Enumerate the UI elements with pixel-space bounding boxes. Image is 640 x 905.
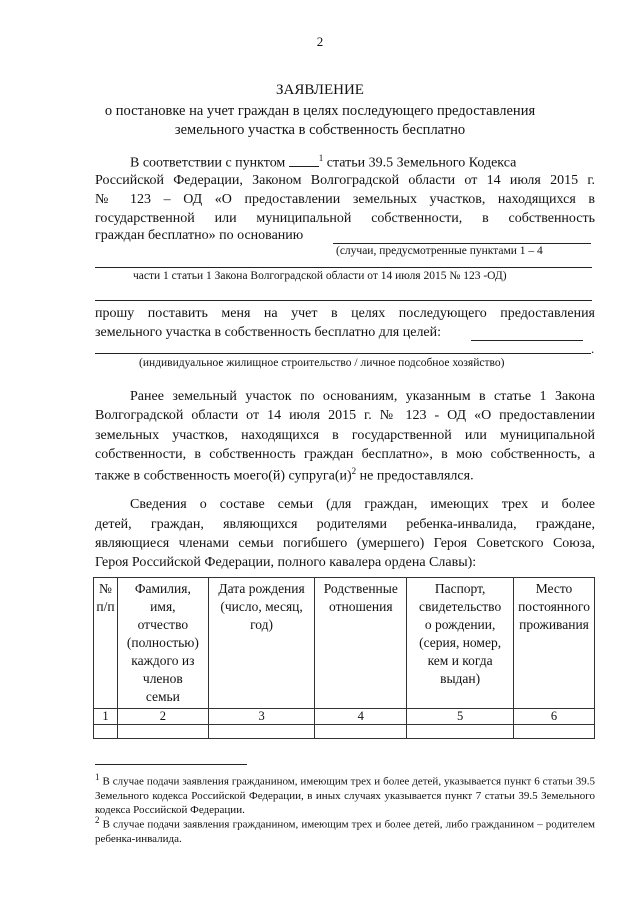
empty-cell	[94, 725, 118, 739]
header-relation	[315, 578, 407, 709]
para3-line3: земельных участков, находящихся в государственной или муниципальной	[95, 428, 595, 443]
header-line: отношения	[329, 599, 393, 614]
header-residence	[514, 578, 595, 709]
para1-line1-start: В соответствии с пунктом	[130, 155, 286, 171]
footnote-1-mark: 1	[95, 772, 100, 782]
para3-line5-end: не предоставлялся.	[359, 468, 474, 484]
para2-line1: прошу поставить меня на учет в целях последующего предоставления	[95, 306, 595, 321]
table-empty-row	[94, 725, 595, 739]
para3-line5-start: также в собственность моего(й) супруга(и)	[95, 468, 352, 484]
table-header-row	[94, 578, 595, 709]
para3-line2: Волгоградской области от 14 июля 2015 г. № 123 - ОД «О предоставлении	[95, 408, 595, 423]
page-number: 2	[316, 34, 324, 49]
footnote-ref-1: 1	[318, 153, 324, 163]
footnote-2-mark: 2	[95, 815, 100, 825]
footnote-2	[95, 813, 595, 846]
header-line: Место	[535, 581, 573, 596]
header-line: отчество	[137, 617, 189, 632]
footnote-ref-2: 2	[351, 466, 357, 476]
header-line: кем и когда	[427, 653, 493, 668]
basis-hint-2: части 1 статьи 1 Закона Волгоградской области от 14 июля 2015 № 123 -ОД)	[133, 270, 507, 282]
header-line: каждого из	[131, 653, 195, 668]
table-number-row	[94, 709, 595, 725]
header-line: год)	[250, 617, 274, 632]
footnote-separator	[95, 764, 247, 765]
purpose-blank	[471, 340, 583, 341]
document-title: ЗАЯВЛЕНИЕ	[276, 82, 364, 98]
family-table	[93, 577, 595, 739]
para1-line4: государственной или муниципальной собственности, в собственность	[95, 211, 595, 226]
empty-cell	[208, 725, 315, 739]
purpose-hint: (индивидуальное жилищное строительство / личное подсобное хозяйство)	[139, 357, 505, 369]
col-number-cell: 5	[407, 709, 514, 725]
header-line: Родственные	[323, 581, 398, 596]
col-number-cell: 6	[514, 709, 595, 725]
col-number-cell: 1	[94, 709, 118, 725]
header-line: (серия, номер,	[419, 635, 502, 650]
header-line: имя,	[150, 599, 176, 614]
footnote-2-text: В случае подачи заявления гражданином, имеющим трех и более детей, либо гражданином – родителем ребенка-инвалида.	[95, 818, 595, 845]
header-full-name	[117, 578, 208, 709]
empty-cell	[117, 725, 208, 739]
para2-line2: земельного участка в собственность бесплатно для целей:	[95, 325, 442, 340]
header-line: Паспорт,	[434, 581, 486, 596]
basis-blank	[333, 243, 591, 244]
para3-line1: Ранее земельный участок по основаниям, указанным в статье 1 Закона	[130, 389, 595, 404]
header-line: проживания	[519, 617, 589, 632]
para1-line2: Российской Федерации, Законом Волгоградской области от 14 июля 2015 г.	[95, 173, 595, 188]
header-birth-date	[208, 578, 315, 709]
header-line: Фамилия,	[134, 581, 191, 596]
header-line: Дата рождения	[218, 581, 305, 596]
para3-line5	[95, 466, 474, 485]
para4-line3: являющиеся членами семьи погибшего (умершего) Героя Советского Союза,	[95, 536, 595, 551]
empty-cell	[407, 725, 514, 739]
header-line: свидетельство	[419, 599, 502, 614]
purpose-blank-2	[95, 353, 591, 354]
para3-line4: собственности, в собственность граждан бесплатно», в мою собственность, а	[95, 447, 595, 462]
basis-blank-2	[95, 267, 592, 268]
document-subtitle-line1: о постановке на учет граждан в целях последующего предоставления	[104, 103, 536, 119]
document-subtitle-line2: земельного участка в собственность бесплатно	[174, 122, 466, 138]
header-line: постоянного	[518, 599, 590, 614]
basis-hint-1: (случаи, предусмотренные пунктами 1 – 4	[336, 245, 543, 257]
header-line: семьи	[145, 689, 180, 704]
header-line: выдан)	[440, 671, 481, 686]
header-passport	[407, 578, 514, 709]
empty-cell	[315, 725, 407, 739]
header-line: п/п	[96, 599, 115, 614]
para4-line2: детей, граждан, являющихся родителями ребенка-инвалида, граждане,	[95, 517, 595, 532]
para4-line1: Сведения о составе семьи (для граждан, имеющих трех и более	[130, 497, 595, 512]
footnote-1	[95, 770, 595, 817]
header-line: (полностью)	[126, 635, 199, 650]
basis-blank-3	[95, 300, 592, 301]
para1-line1	[130, 153, 516, 172]
footnote-1-text: В случае подачи заявления гражданином, имеющим трех и более детей, указывается пункт 6 статьи 39.5 Земельного кодекса Российской Федерации, в иных случаях указывается пункт 7 статьи 39.5 Земельного кодекса Российской Федерации.	[95, 775, 595, 816]
punkt-blank	[289, 154, 319, 167]
header-line: членов	[142, 671, 183, 686]
empty-cell	[514, 725, 595, 739]
col-number-cell: 2	[117, 709, 208, 725]
para1-line3: № 123 – ОД «О предоставлении земельных участков, находящихся в	[95, 192, 595, 207]
col-number-cell: 4	[315, 709, 407, 725]
col-number-cell: 3	[208, 709, 315, 725]
header-line: о рождении,	[424, 617, 496, 632]
para1-line1-end: статьи 39.5 Земельного Кодекса	[326, 155, 517, 171]
para4-line4: Героя Российской Федерации, полного кавалера ордена Славы):	[95, 555, 477, 570]
header-line: №	[99, 581, 112, 596]
header-line: (число, месяц,	[220, 599, 303, 614]
para1-line5: граждан бесплатно» по основанию	[95, 228, 304, 243]
purpose-dot: .	[591, 341, 595, 356]
header-number	[94, 578, 118, 709]
